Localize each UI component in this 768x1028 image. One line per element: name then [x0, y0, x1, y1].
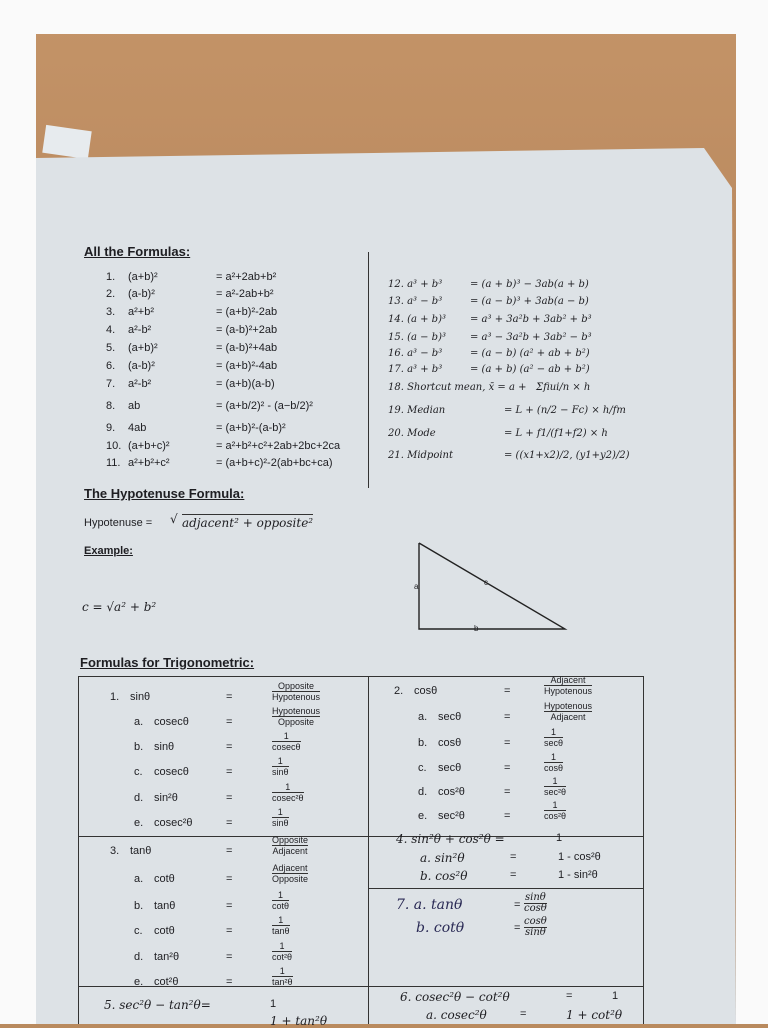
formula-right-side: = (a+b/2)² - (a−b/2)² [216, 400, 313, 412]
trig-numerator: 1 [279, 941, 285, 951]
trig-numerator: 1 [283, 731, 289, 741]
formula-left-side: (a+b)² [128, 342, 158, 354]
identity-5: 5. sec²θ − tan²θ= [104, 998, 211, 1012]
trig-row-number: 1. [110, 691, 120, 703]
identity-7b-fraction: cosθ sinθ [524, 916, 547, 938]
identity-6a: a. cosec²θ [426, 1008, 487, 1022]
trig-denominator: sinθ [272, 818, 289, 828]
trig-row-number: e. [418, 810, 428, 822]
identity-5-result: 1 [270, 998, 277, 1010]
formula-right-side: = (a − b) (a² + ab + b²) [470, 348, 590, 359]
trig-fraction [272, 807, 289, 828]
trig-fraction [272, 941, 292, 962]
identity-6-eq: = [566, 990, 573, 1002]
trig-row-number: d. [418, 786, 428, 798]
trig-function: cosecθ [154, 716, 189, 728]
trig-fraction [544, 776, 566, 797]
formula-right-side: = (a+b)(a-b) [216, 378, 275, 390]
trig-function: tan²θ [154, 951, 180, 963]
formula-right-side: = a³ − 3a²b + 3ab² − b³ [470, 332, 592, 343]
identity-4-result: 1 [556, 832, 563, 844]
example-formula: c = √a² + b² [82, 600, 157, 614]
trig-numerator: 1 [277, 807, 283, 817]
trig-numerator: 1 [277, 756, 283, 766]
identity-4: 4. sin²θ + cos²θ = [396, 832, 505, 846]
identity-4a: a. sin²θ [420, 851, 465, 865]
trig-fraction [544, 701, 592, 722]
trig-equals: = [504, 737, 511, 749]
trig-equals: = [504, 711, 511, 723]
formula-left-side: (a-b)² [128, 360, 155, 372]
formula-right-side: = a²-2ab+b² [216, 288, 274, 300]
trig-equals: = [504, 685, 511, 697]
trig-fraction [272, 915, 290, 936]
triangle-label-c: c [484, 578, 488, 587]
trig-function: secθ [438, 762, 462, 774]
formula-right-side: = (a + b)³ − 3ab(a + b) [470, 279, 589, 290]
trig-denominator: cos²θ [544, 811, 567, 821]
trig-equals: = [226, 716, 233, 728]
formula-left-side: a²+b²+c² [128, 457, 170, 469]
trig-numerator: Hypotenous [272, 706, 321, 716]
formula-number: 9. [106, 422, 116, 434]
trig-fraction [272, 756, 289, 777]
formula-left-side: (a+b+c)² [128, 440, 170, 452]
formula-number: 6. [106, 360, 116, 372]
formula-right-side: = (a-b)²+2ab [216, 324, 278, 336]
trig-row-number: c. [134, 925, 143, 937]
trig-equals: = [226, 845, 233, 857]
identity-4b-result: 1 - sin²θ [558, 869, 598, 881]
trig-denominator: Hypotenous [272, 692, 321, 702]
trig-function: tanθ [130, 845, 152, 857]
hypotenuse-label: Hypotenuse = [84, 517, 153, 529]
trig-numerator: 1 [279, 966, 285, 976]
formula-number: 1. [106, 271, 116, 283]
formula-left-side: 18. Shortcut mean, x̄ = a + [388, 382, 527, 393]
formula-right-side: = (a+b)²-2ab [216, 306, 278, 318]
formula-right-side: = (a − b)³ + 3ab(a − b) [470, 296, 589, 307]
trig-function: cotθ [154, 873, 175, 885]
hypotenuse-heading: The Hypotenuse Formula: [84, 486, 245, 501]
trig-row-number: e. [134, 976, 144, 988]
formula-left-side: 21. Midpoint [388, 450, 453, 461]
formula-right-side: = a²+b²+c²+2ab+2bc+2ca [216, 440, 341, 452]
formula-number: 11. [106, 457, 121, 469]
trig-denominator: Opposite [272, 874, 309, 884]
trig-fraction [272, 863, 308, 884]
trig-equals: = [226, 951, 233, 963]
trig-fraction [272, 681, 320, 702]
trig-row-number: 3. [110, 845, 120, 857]
trig-denominator: cosecθ [272, 742, 301, 752]
sqrt-symbol: √ [170, 512, 178, 526]
identity-7a-eq: = [514, 899, 521, 911]
identity-6-result: 1 [612, 990, 619, 1002]
trig-fraction [272, 835, 308, 856]
identity-4a-result: 1 - cos²θ [558, 851, 601, 863]
trig-denominator: Adjacent [272, 846, 308, 856]
trig-equals: = [226, 766, 233, 778]
formula-left-side: a²-b² [128, 378, 152, 390]
trig-numerator: 1 [551, 727, 557, 737]
trig-numerator: 1 [285, 782, 291, 792]
identity-6: 6. cosec²θ − cot²θ [400, 990, 510, 1004]
trig-row-number: d. [134, 792, 144, 804]
formula-left-side: 4ab [128, 422, 147, 434]
identity-7b: b. cotθ [416, 920, 465, 936]
formula-right-side: = a²+2ab+b² [216, 271, 277, 283]
formula-left-side: ab [128, 400, 141, 412]
formula-left-side: 20. Mode [388, 428, 436, 439]
top-margin [0, 0, 768, 34]
trig-numerator: Opposite [278, 681, 315, 691]
formula-right-side: Σfiui/n × h [536, 382, 591, 393]
formula-right-side: = (a+b+c)²-2(ab+bc+ca) [216, 457, 333, 469]
trig-function: cotθ [154, 925, 175, 937]
trig-denominator: tan²θ [272, 977, 293, 987]
trig-equals: = [226, 976, 233, 988]
trig-numerator: Hypotenous [544, 701, 593, 711]
formula-left-side: 17. a³ + b³ [388, 364, 443, 375]
trig-fraction [272, 706, 320, 727]
trig-row-number: b. [134, 900, 144, 912]
identity-7a-fraction: sinθ cosθ [524, 892, 547, 914]
identity-7b-eq: = [514, 922, 521, 934]
trig-row-number: c. [134, 766, 143, 778]
trig-numerator: 1 [552, 776, 558, 786]
trig-equals: = [226, 873, 233, 885]
formula-right-side: = ((x1+x2)/2, (y1+y2)/2) [504, 450, 630, 461]
formula-left-side: (a+b)² [128, 271, 158, 283]
formula-number: 7. [106, 378, 116, 390]
formula-left-side: a²-b² [128, 324, 152, 336]
trig-equals: = [504, 762, 511, 774]
trig-equals: = [504, 810, 511, 822]
table-row-divider-2 [368, 888, 644, 889]
formula-number: 4. [106, 324, 116, 336]
trig-row-number: b. [418, 737, 428, 749]
formula-number: 2. [106, 288, 116, 300]
trig-fraction [272, 890, 289, 911]
left-margin [0, 0, 36, 1024]
trig-function: sinθ [130, 691, 151, 703]
formula-number: 8. [106, 400, 116, 412]
table-left-border [78, 676, 79, 1024]
right-margin [736, 0, 768, 1024]
trig-fraction [544, 800, 566, 821]
triangle-label-b: b [474, 624, 479, 633]
formula-right-side: = L + f1/(f1+f2) × h [504, 428, 608, 439]
trig-equals: = [226, 741, 233, 753]
trig-numerator: Opposite [272, 835, 309, 845]
example-heading: Example: [84, 545, 133, 557]
trig-fraction [544, 752, 563, 773]
formula-left-side: 15. (a − b)³ [388, 332, 446, 343]
trig-denominator: cosθ [544, 763, 564, 773]
formula-right-side: = (a-b)²+4ab [216, 342, 278, 354]
identity-4a-eq: = [510, 851, 517, 863]
trig-fraction [544, 727, 563, 748]
trig-row-number: a. [134, 716, 144, 728]
identity-7a: 7. a. tanθ [396, 897, 463, 913]
trig-denominator: sinθ [272, 767, 289, 777]
trig-row-number: b. [134, 741, 144, 753]
trig-heading: Formulas for Trigonometric: [80, 655, 255, 670]
trig-function: secθ [438, 711, 462, 723]
trig-function: cosecθ [154, 766, 189, 778]
hypotenuse-expression: adjacent² + opposite² [182, 516, 314, 530]
trig-row-number: a. [418, 711, 428, 723]
trig-function: cosθ [438, 737, 462, 749]
formula-right-side: = (a+b)²-(a-b)² [216, 422, 286, 434]
trig-denominator: cotθ [272, 901, 290, 911]
trig-denominator: Hypotenous [544, 686, 593, 696]
table-right-border [643, 676, 644, 1024]
right-triangle-diagram [410, 538, 580, 638]
formula-left-side: 14. (a + b)³ [388, 314, 446, 325]
trig-denominator: sec²θ [544, 787, 567, 797]
trig-denominator: secθ [544, 738, 564, 748]
trig-function: sec²θ [438, 810, 465, 822]
trig-equals: = [504, 786, 511, 798]
trig-denominator: cosec²θ [272, 793, 304, 803]
identity-5-sub-result: 1 + tan²θ [270, 1014, 328, 1028]
identity-4b: b. cos²θ [420, 869, 468, 883]
formula-left-side: 12. a³ + b³ [388, 279, 443, 290]
table-middle-border [368, 676, 369, 1024]
trig-function: cot²θ [154, 976, 179, 988]
trig-numerator: 1 [551, 752, 557, 762]
trig-function: tanθ [154, 900, 176, 912]
formula-left-side: a²+b² [128, 306, 154, 318]
trig-numerator: Adjacent [550, 675, 586, 685]
formula-left-side: 16. a³ − b³ [388, 348, 443, 359]
trig-denominator: Adjacent [550, 712, 586, 722]
trig-function: sin²θ [154, 792, 178, 804]
trig-numerator: Adjacent [272, 863, 308, 873]
trig-equals: = [226, 792, 233, 804]
trig-function: cosec²θ [154, 817, 193, 829]
trig-function: cos²θ [438, 786, 465, 798]
formula-left-side: 19. Median [388, 405, 446, 416]
identity-4b-eq: = [510, 869, 517, 881]
formula-left-side: 13. a³ − b³ [388, 296, 443, 307]
formula-left-side: (a-b)² [128, 288, 155, 300]
trig-denominator: Opposite [278, 717, 315, 727]
formula-number: 10. [106, 440, 122, 452]
column-divider [368, 252, 369, 488]
trig-row-number: d. [134, 951, 144, 963]
formula-number: 5. [106, 342, 116, 354]
trig-fraction [272, 966, 293, 987]
trig-fraction [544, 675, 592, 696]
trig-denominator: cot²θ [272, 952, 293, 962]
trig-fraction [272, 731, 301, 752]
formula-number: 3. [106, 306, 116, 318]
trig-row-number: c. [418, 762, 427, 774]
trig-equals: = [226, 817, 233, 829]
formula-right-side: = L + (n/2 − Fc) × h/fm [504, 405, 626, 416]
formula-right-side: = (a+b)²-4ab [216, 360, 278, 372]
trig-numerator: 1 [278, 915, 284, 925]
all-formulas-heading: All the Formulas: [84, 244, 191, 259]
trig-function: cosθ [414, 685, 438, 697]
trig-numerator: 1 [552, 800, 558, 810]
trig-row-number: 2. [394, 685, 404, 697]
trig-denominator: tanθ [272, 926, 290, 936]
formula-right-side: = a³ + 3a²b + 3ab² + b³ [470, 314, 592, 325]
trig-numerator: 1 [278, 890, 284, 900]
identity-6a-result: 1 + cot²θ [566, 1008, 623, 1022]
formula-right-side: = (a + b) (a² − ab + b²) [470, 364, 590, 375]
triangle-label-a: a [414, 582, 419, 591]
triangle-outline [419, 543, 565, 629]
trig-equals: = [226, 925, 233, 937]
identity-6a-eq: = [520, 1008, 527, 1020]
trig-equals: = [226, 900, 233, 912]
trig-row-number: a. [134, 873, 144, 885]
trig-fraction [272, 782, 304, 803]
trig-equals: = [226, 691, 233, 703]
trig-function: sinθ [154, 741, 175, 753]
trig-row-number: e. [134, 817, 144, 829]
